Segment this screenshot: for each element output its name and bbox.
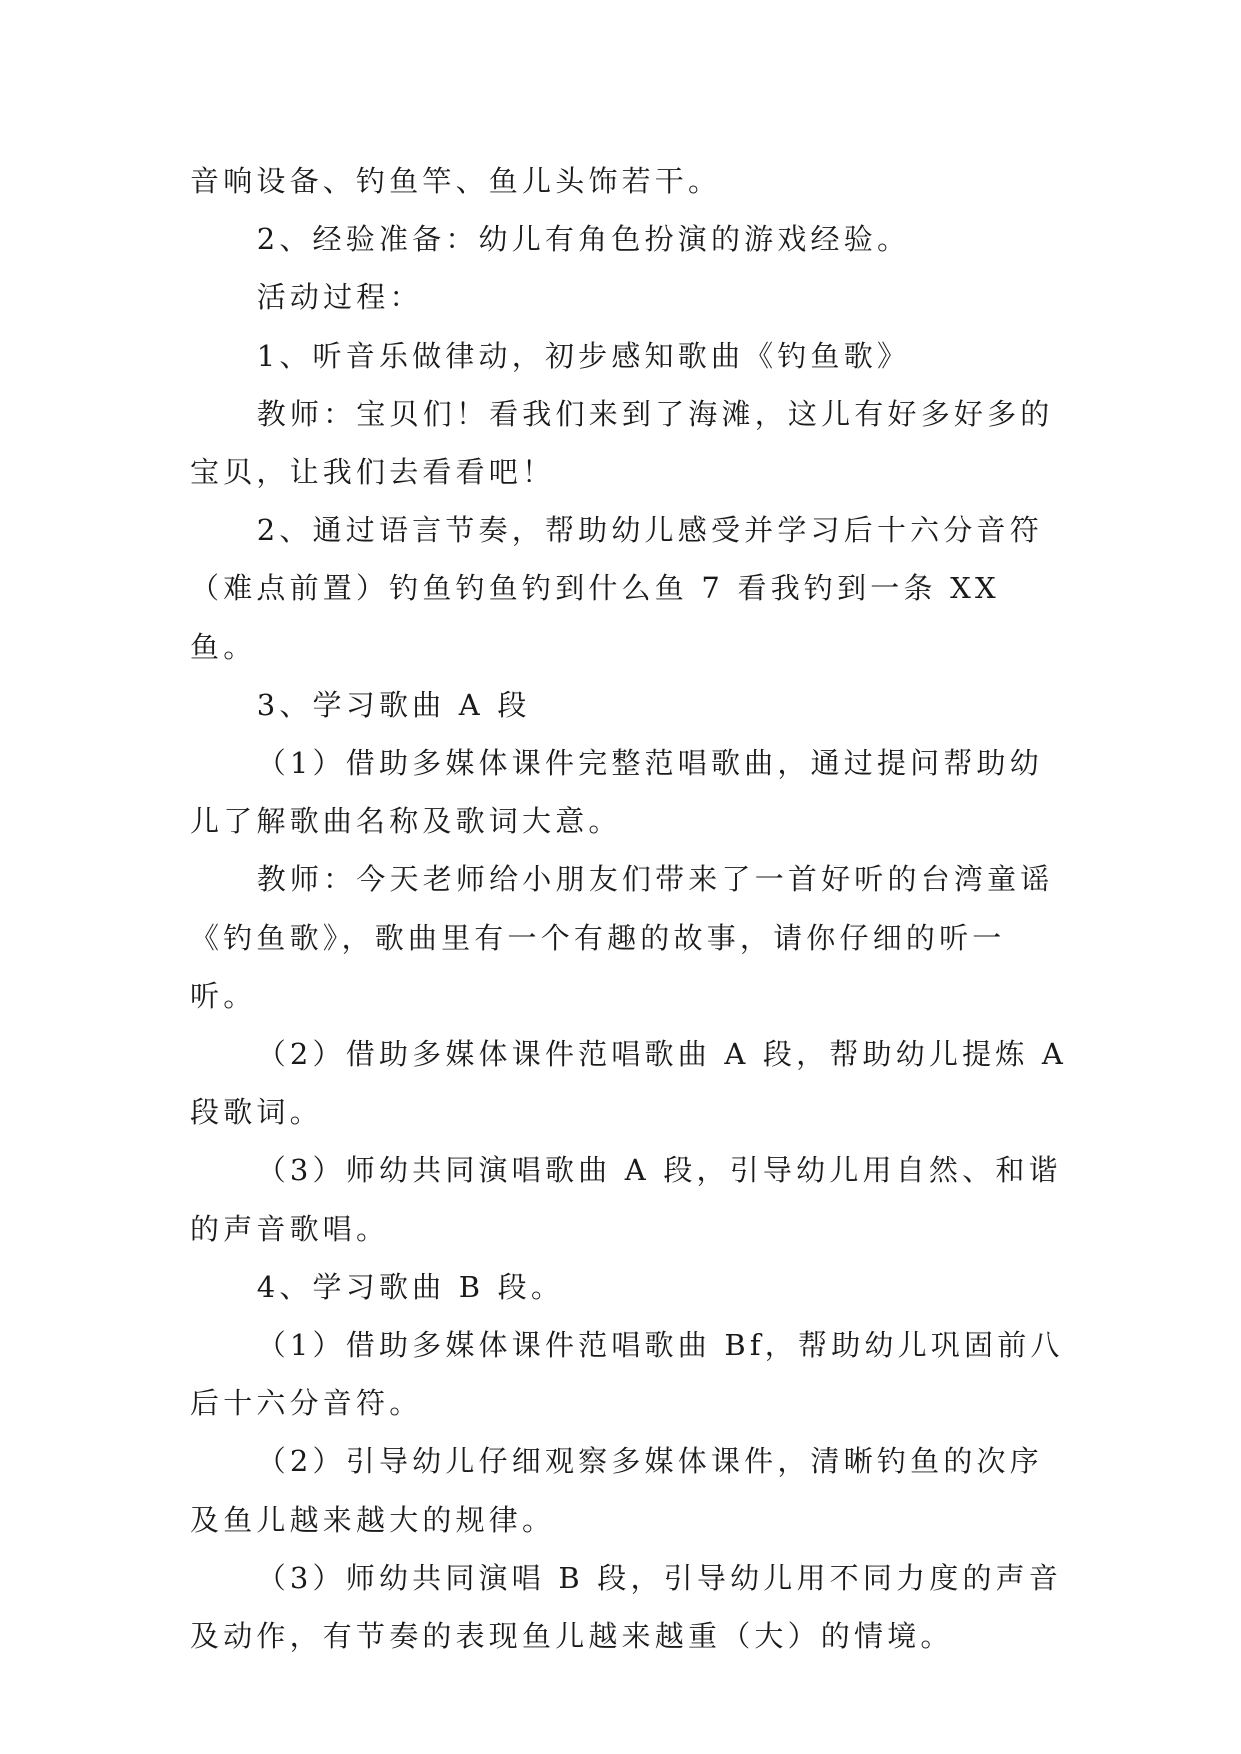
document-body	[190, 152, 1070, 1665]
paragraph-step-4-1: （1）借助多媒体课件范唱歌曲 Bf，帮助幼儿巩固前八后十六分音符。	[190, 1328, 1064, 1421]
paragraph-step-4-2: （2）引导幼儿仔细观察多媒体课件，清晰钓鱼的次序及鱼儿越来越大的规律。	[190, 1444, 1043, 1537]
paragraph-step-3-2: （2）借助多媒体课件范唱歌曲 A 段，帮助幼儿提炼 A 段歌词。	[190, 1037, 1068, 1130]
paragraph-experience-prep: 2、经验准备：幼儿有角色扮演的游戏经验。	[256, 222, 911, 257]
paragraph-step-1: 1、听音乐做律动，初步感知歌曲《钓鱼歌》	[256, 338, 911, 373]
section-heading-activity-process: 活动过程：	[256, 280, 423, 315]
paragraph-teacher-speech-1: 教师：宝贝们！看我们来到了海滩，这儿有好多好多的宝贝，让我们去看看吧！	[190, 396, 1054, 490]
paragraph-step-3-3: （3）师幼共同演唱歌曲 A 段，引导幼儿用自然、和谐的声音歌唱。	[190, 1153, 1062, 1246]
paragraph-step-3-1: （1）借助多媒体课件完整范唱歌曲，通过提问帮助幼儿了解歌曲名称及歌词大意。	[190, 746, 1043, 839]
paragraph-step-4: 4、学习歌曲 B 段。	[256, 1269, 565, 1304]
paragraph-materials-continued: 音响设备、钓鱼竿、鱼儿头饰若干。	[190, 164, 722, 198]
paragraph-teacher-speech-2: 教师：今天老师给小朋友们带来了一首好听的台湾童谣《钓鱼歌》，歌曲里有一个有趣的故事，请你仔细的听一听。	[190, 862, 1054, 1013]
paragraph-step-2: 2、通过语言节奏，帮助幼儿感受并学习后十六分音符（难点前置）钓鱼钓鱼钓到什么鱼 7 看我钓到一条 XX 鱼。	[190, 513, 1043, 664]
paragraph-step-4-3: （3）师幼共同演唱 B 段，引导幼儿用不同力度的声音及动作，有节奏的表现鱼儿越来越重（大）的情境。	[190, 1560, 1063, 1654]
paragraph-step-3: 3、学习歌曲 A 段	[256, 687, 531, 722]
